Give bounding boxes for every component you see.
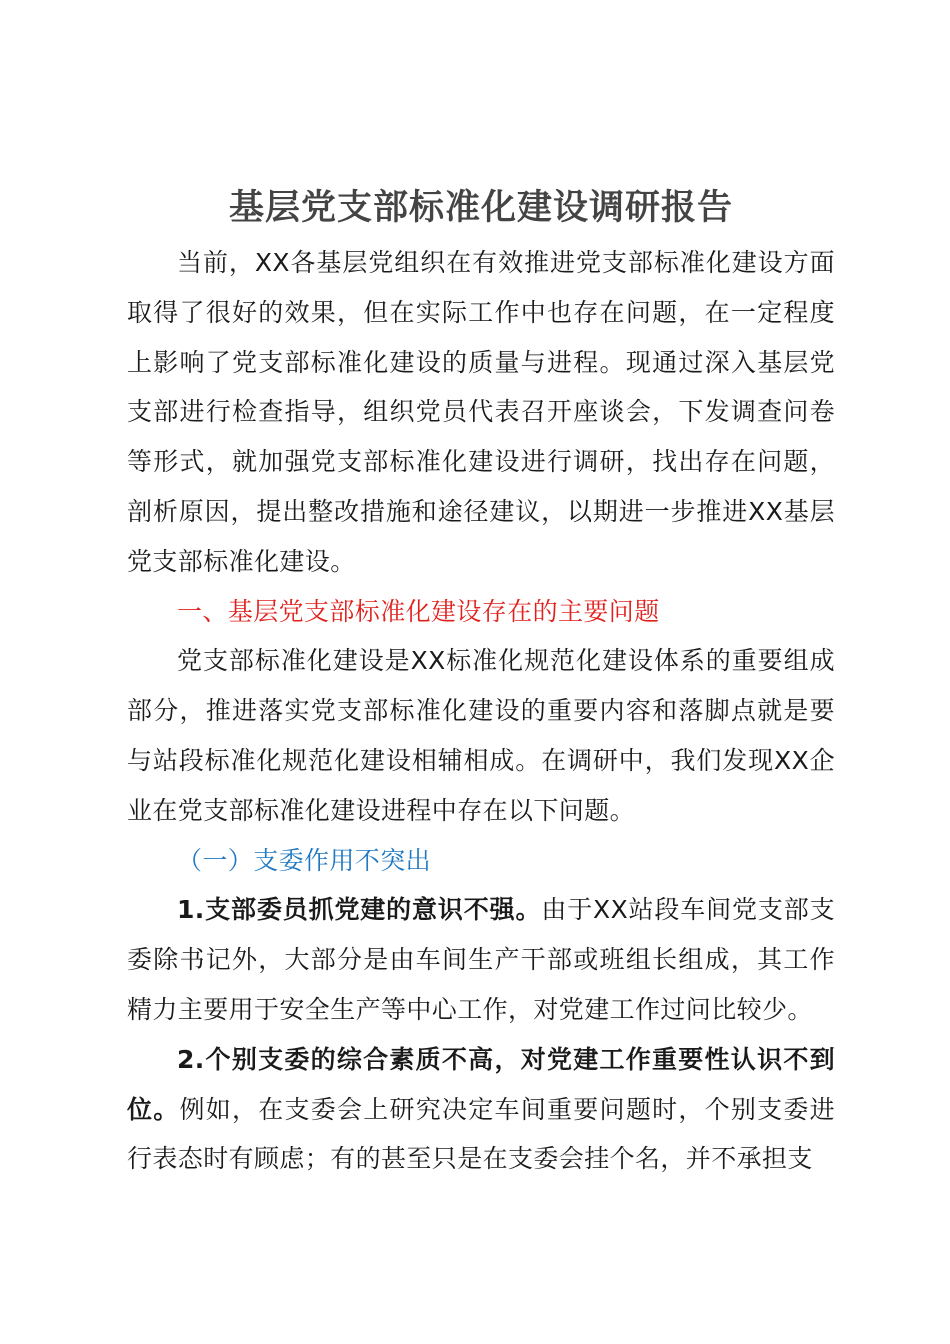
intro-paragraph: 当前，XX各基层党组织在有效推进党支部标准化建设方面取得了很好的效果，但在实际工作中也存在问题，在一定程度上影响了党支部标准化建设的质量与进程。现通过深入基层党支部进行检查指导，组织党员代表召开座谈会，下发调查问卷等形式，就加强党支部标准化建设进行调研，找出存在问题，剖析原因，提出整改措施和途径建议，以期进一步推进XX基层党支部标准化建设。 [127,248,835,576]
list-item [127,885,835,1034]
list-item [127,1035,835,1184]
item-text: 例如，在支委会上研究决定车间重要问题时，个别支委进行表态时有顾虑；有的甚至只是在支委会挂个名，并不承担支 [127,1094,835,1174]
section-heading: 一、基层党支部标准化建设存在的主要问题 [177,596,660,626]
document-page [127,182,835,1184]
document-title: 基层党支部标准化建设调研报告 [228,188,733,228]
subsection-heading: （一）支委作用不突出 [177,845,432,875]
section-body-paragraph: 党支部标准化建设是XX标准化规范化建设体系的重要组成部分，推进落实党支部标准化建设的重要内容和落脚点就是要与站段标准化规范化建设相辅相成。在调研中，我们发现XX企业在党支部标准化建设进程中存在以下问题。 [127,646,835,825]
item-text: 由于XX站段车间党支部支委除书记外，大部分是由车间生产干部或班组长组成，其工作精力主要用于安全生产等中心工作，对党建工作过问比较少。 [127,895,835,1024]
item-lead: 2.个别支委的综合素质不高，对党建工作重要性认识不到位。 [127,1044,835,1124]
item-lead: 1.支部委员抓党建的意识不强。 [177,895,542,925]
